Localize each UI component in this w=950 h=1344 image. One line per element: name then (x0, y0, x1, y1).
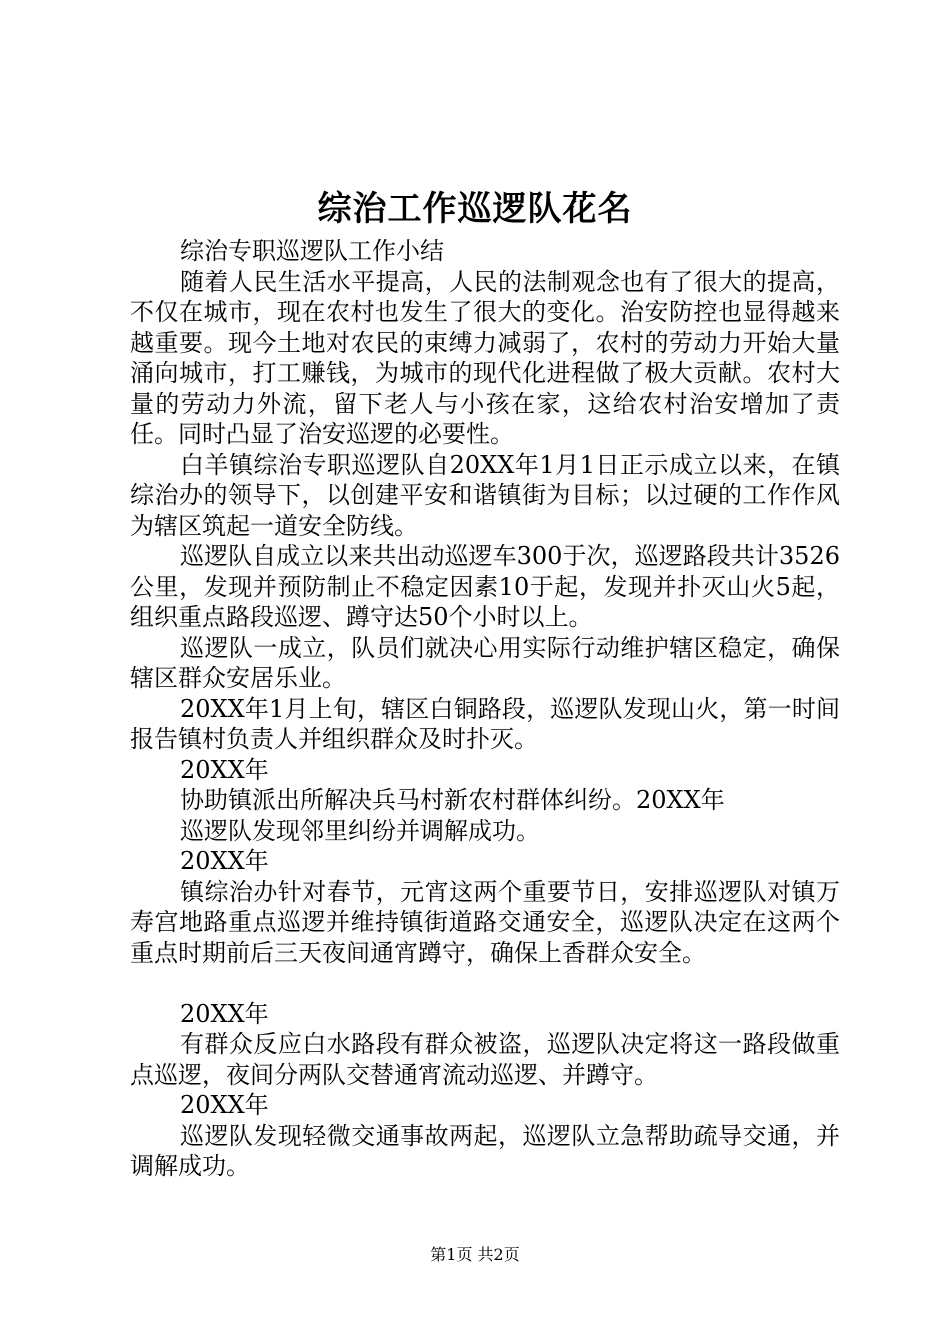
paragraph-year: 20XX年 (180, 847, 269, 875)
document-title: 综治工作巡逻队花名 (317, 189, 633, 229)
document-body (130, 236, 840, 1182)
paragraph-year: 20XX年 (180, 999, 269, 1028)
paragraph-year: 20XX年 (180, 1091, 269, 1119)
paragraph: 协助镇派出所解决兵马村新农村群体纠纷。20XX年 (180, 786, 725, 814)
paragraph: 巡逻队发现邻里纠纷并调解成功。 (180, 816, 540, 845)
paragraph: 20XX年1月上旬，辖区白铜路段，巡逻队发现山火，第一时间报告镇村负责人并组织群众及时扑灭。 (130, 694, 840, 753)
paragraph: 巡逻队自成立以来共出动巡逻车300于次，巡逻路段共计3526公里，发现并预防制止不稳定因素10于起，发现并扑灭山火5起，组织重点路段巡逻、蹲守达50个小时以上。 (130, 542, 840, 631)
paragraph: 镇综治办针对春节，元宵这两个重要节日，安排巡逻队对镇万寿宫地路重点巡逻并维持镇街道路交通安全，巡逻队决定在这两个重点时期前后三天夜间通宵蹲守，确保上香群众安全。 (130, 877, 840, 967)
paragraph: 白羊镇综治专职巡逻队自20XX年1月1日正示成立以来，在镇综治办的领导下，以创建平安和谐镇街为目标；以过硬的工作作风为辖区筑起一道安全防线。 (130, 450, 840, 540)
paragraph: 巡逻队一成立，队员们就决心用实际行动维护辖区稳定，确保辖区群众安居乐业。 (130, 633, 840, 692)
paragraph-spacer (130, 968, 840, 999)
paragraph: 巡逻队发现轻微交通事故两起，巡逻队立急帮助疏导交通，并调解成功。 (130, 1121, 840, 1180)
paragraph: 有群众反应白水路段有群众被盗，巡逻队决定将这一路段做重点巡逻，夜间分两队交替通宵流动巡逻、并蹲守。 (130, 1030, 840, 1089)
paragraph: 随着人民生活水平提高，人民的法制观念也有了很大的提高，不仅在城市，现在农村也发生了很大的变化。治安防控也显得越来越重要。现今土地对农民的束缚力减弱了，农村的劳动力开始大量涌向城市，打工赚钱，为城市的现代化进程做了极大贡献。农村大量的劳动力外流，留下老人与小孩在家，这给农村治安增加了责任。同时凸显了治安巡逻的必要性。 (130, 267, 840, 448)
page-footer: 第1页 共2页 (430, 1245, 520, 1264)
paragraph-year: 20XX年 (180, 755, 269, 784)
paragraph-subtitle: 综治专职巡逻队工作小结 (180, 237, 444, 265)
